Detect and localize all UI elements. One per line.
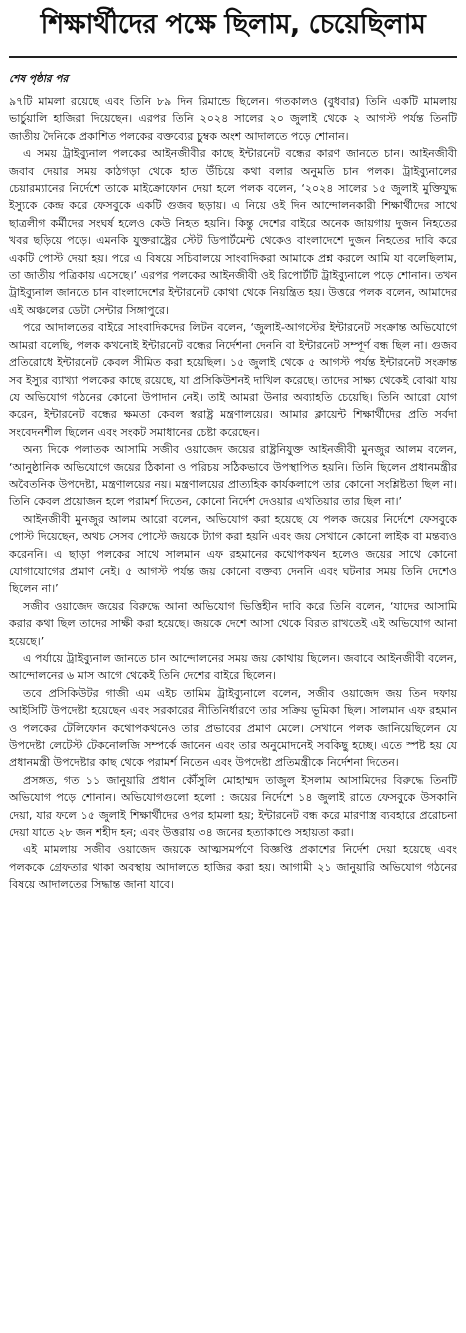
article-paragraph: পরে আদালতের বাইরে সাংবাদিকদের লিটন বলেন, ‘জুলাই-আগস্টের ইন্টারনেট সংক্রান্ত অভিযোগে আমরা বলেছি, পলক কখনোই ইন্টারনেট বন্ধের নির্দেশনা দেননি বা ইন্টারনেট সম্পূর্ণ বন্ধ ছিল না। গুজব প্রতিরোধে ইন্টারনেট কেবল সীমিত করা হয়েছিল। ১৫ জুলাই থেকে ৫ আগস্ট পর্যন্ত ইন্টারনেট সংক্রান্ত সব ইস্যুর ব্যাখ্যা পলকের কাছে রয়েছে, যা প্রসিকিউশনই দাখিল করেছে। তাদের সাক্ষ্য থেকেই বোঝা যায় যে অভিযোগ গঠনের কোনো উপাদান নেই। তাই আমরা উনার অব্যাহতি চেয়েছি। তিনি আরো যোগ করেন, ইন্টারনেট বন্ধের ক্ষমতা কেবল স্বরাষ্ট্র মন্ত্রণালয়ের। আমার ক্লায়েন্ট শিক্ষার্থীদের প্রতি সর্বদা সংবেদনশীল ছিলেন এবং সংকট সমাধানের চেষ্টা করেছেন। <box>9 321 457 439</box>
article-paragraph: এ সময় ট্রাইব্যুনাল পলকের আইনজীবীর কাছে ইন্টারনেট বন্ধের কারণ জানতে চান। আইনজীবী জবাব দেয়ার সময় কাঠগড়া থেকে হাত উঁচিয়ে কথা বলার অনুমতি চান পলক। ট্রাইব্যুনালের চেয়ারম্যানের নির্দেশে তাকে মাইক্রোফোন দেয়া হলে পলক বলেন, ‘২০২৪ সালের ১৫ জুলাই মুক্তিযুদ্ধ ইস্যুকে কেন্দ্র করে ফেসবুকে একটি গুজব ছড়ায়। এ নিয়ে ওই দিন আন্দোলনকারী শিক্ষার্থীদের সাথে ছাত্রলীগ কর্মীদের সংঘর্ষ হলেও কেউ নিহত হয়নি। কিন্তু দেশের বাইরে অনেক জায়গায় দুজন নিহতের খবর ছড়িয়ে পড়ে। এমনকি যুক্তরাষ্ট্রের স্টেট ডিপার্টমেন্ট থেকেও বাংলাদেশে দুজন নিহতের দাবি করে একটি পোস্ট দেয়া হয়। পরে এ বিষয়ে সচিবালয়ে সাংবাদিকরা আমাকে প্রশ্ন করলে আমি যা বলেছিলাম, তা জাতীয় পত্রিকায় এসেছে।’ এরপর পলকের আইনজীবী ওই রিপোর্টটি ট্রাইব্যুনালে পড়ে শোনান। তখন ট্রাইব্যুনাল জানতে চান বাংলাদেশের ইন্টারনেট কোথা থেকে নিয়ন্ত্রিত হয়। উত্তরে পলক বলেন, আমাদের এই অঞ্চলের ডেটা সেন্টার সিঙ্গাপুরে। <box>9 147 457 317</box>
article-paragraph: অন্য দিকে পলাতক আসামি সজীব ওয়াজেদ জয়ের রাষ্ট্রনিযুক্ত আইনজীবী মুনজুর আলম বলেন, ‘আনুষ্ঠানিক অভিযোগে জয়ের ঠিকানা ও পরিচয় সঠিকভাবে উপস্থাপিত হয়নি। তিনি ছিলেন প্রধানমন্ত্রীর অবৈতনিক উপদেষ্টা, মন্ত্রণালয়ের নয়। মন্ত্রণালয়ের প্রাত্যহিক কার্যকলাপে তার কোনো সংশ্লিষ্টতা ছিল না। তিনি কেবল প্রয়োজন হলে পরামর্শ দিতেন, কোনো নির্দেশ দেওয়ার এখতিয়ার তার ছিল না।’ <box>9 443 457 509</box>
article-body <box>9 93 457 894</box>
article-paragraph: এ পর্যায়ে ট্রাইব্যুনাল জানতে চান আন্দোলনের সময় জয় কোথায় ছিলেন। জবাবে আইনজীবী বলেন, আন্দোলনের ৬ মাস আগে থেকেই তিনি দেশের বাইরে ছিলেন। <box>9 652 457 683</box>
continued-from-label: শেষ পৃষ্ঠার পর <box>9 73 69 85</box>
article-paragraph: আইনজীবী মুনজুর আলম আরো বলেন, অভিযোগ করা হয়েছে যে পলক জয়ের নির্দেশে ফেসবুকে পোস্ট দিয়েছেন, অথচ সেসব পোস্টে জয়কে ট্যাগ করা হয়নি এবং জয় সেখানে কোনো লাইক বা মন্তব্যও করেননি। এ ছাড়া পলকের সাথে সালমান এফ রহমানের কথোপকথন হলেও জয়ের সাথে কোনো যোগাযোগের প্রমাণ নেই। ৫ আগস্ট পর্যন্ত জয় কোনো বক্তব্য দেননি এবং ঘটনার সময় তিনি দেশেও ছিলেন না।’ <box>9 512 457 596</box>
headline: শিক্ষার্থীদের পক্ষে ছিলাম, চেয়েছিলাম <box>40 9 426 40</box>
article-paragraph: তবে প্রসিকিউটর গাজী এম এইচ তামিম ট্রাইব্যুনালে বলেন, সজীব ওয়াজেদ জয় তিন দফায় আইসিটি উপদেষ্টা হয়েছেন এবং সরকারের নীতিনির্ধারণে তার সক্রিয় ভূমিকা ছিল। সালমান এফ রহমান ও পলকের টেলিফোন কথোপকথনেও তার প্রভাবের প্রমাণ মেলে। সেখানে পলক জানিয়েছিলেন যে উপদেষ্টা লেটেস্ট টেকনোলজি সম্পর্কে জানেন এবং তার অনুমোদনেই সবকিছু হচ্ছে। এতে স্পষ্ট হয় যে প্রধানমন্ত্রী উপদেষ্টার কাছ থেকে পরামর্শ নিতেন এবং উপদেষ্টা প্রতিমন্ত্রীকে নির্দেশনা দিতেন। <box>9 686 457 770</box>
headline-divider <box>9 56 457 58</box>
article-paragraph: ৯৭টি মামলা রয়েছে এবং তিনি ৮৯ দিন রিমান্ডে ছিলেন। গতকালও (বুধবার) তিনি একটি মামলায় ভার্চুয়ালি হাজিরা দিয়েছেন। এরপর তিনি ২০২৪ সালের ২০ জুলাই থেকে ২ আগস্ট পর্যন্ত তিনটি জাতীয় দৈনিকে প্রকাশিত পলকের বক্তব্যের চুম্বক অংশ আদালতে পড়ে শোনান। <box>9 95 457 143</box>
article-paragraph: সজীব ওয়াজেদ জয়ের বিরুদ্ধে আনা অভিযোগ ভিত্তিহীন দাবি করে তিনি বলেন, ‘যাদের আসামি করার কথা ছিল তাদের সাক্ষী করা হয়েছে। জয়কে দেশে আসা থেকে বিরত রাখতেই এই অভিযোগ আনা হয়েছে।’ <box>9 599 457 648</box>
article-paragraph: প্রসঙ্গত, গত ১১ জানুয়ারি প্রধান কৌঁসুলি মোহাম্মদ তাজুল ইসলাম আসামিদের বিরুদ্ধে তিনটি অভিযোগ পড়ে শোনান। অভিযোগগুলো হলো : জয়ের নির্দেশে ১৪ জুলাই রাতে ফেসবুকে উসকানি দেয়া, যার ফলে ১৫ জুলাই শিক্ষার্থীদের ওপর হামলা হয়; ইন্টারনেট বন্ধ করে মারণাস্ত্র ব্যবহারে প্ররোচনা দেয়া যাতে ২৮ জন শহীদ হন; এবং উত্তরায় ৩৪ জনের হত্যাকাণ্ডে সহায়তা করা। <box>9 773 457 840</box>
article-paragraph: এই মামলায় সজীব ওয়াজেদ জয়কে আত্মসমর্পণে বিজ্ঞপ্তি প্রকাশের নির্দেশ দেয়া হয়েছে এবং পলককে গ্রেফতার থাকা অবস্থায় আদালতে হাজির করা হয়। আগামী ২১ জানুয়ারি অভিযোগ গঠনের বিষয়ে আদালতের সিদ্ধান্ত জানা যাবে। <box>9 843 457 892</box>
